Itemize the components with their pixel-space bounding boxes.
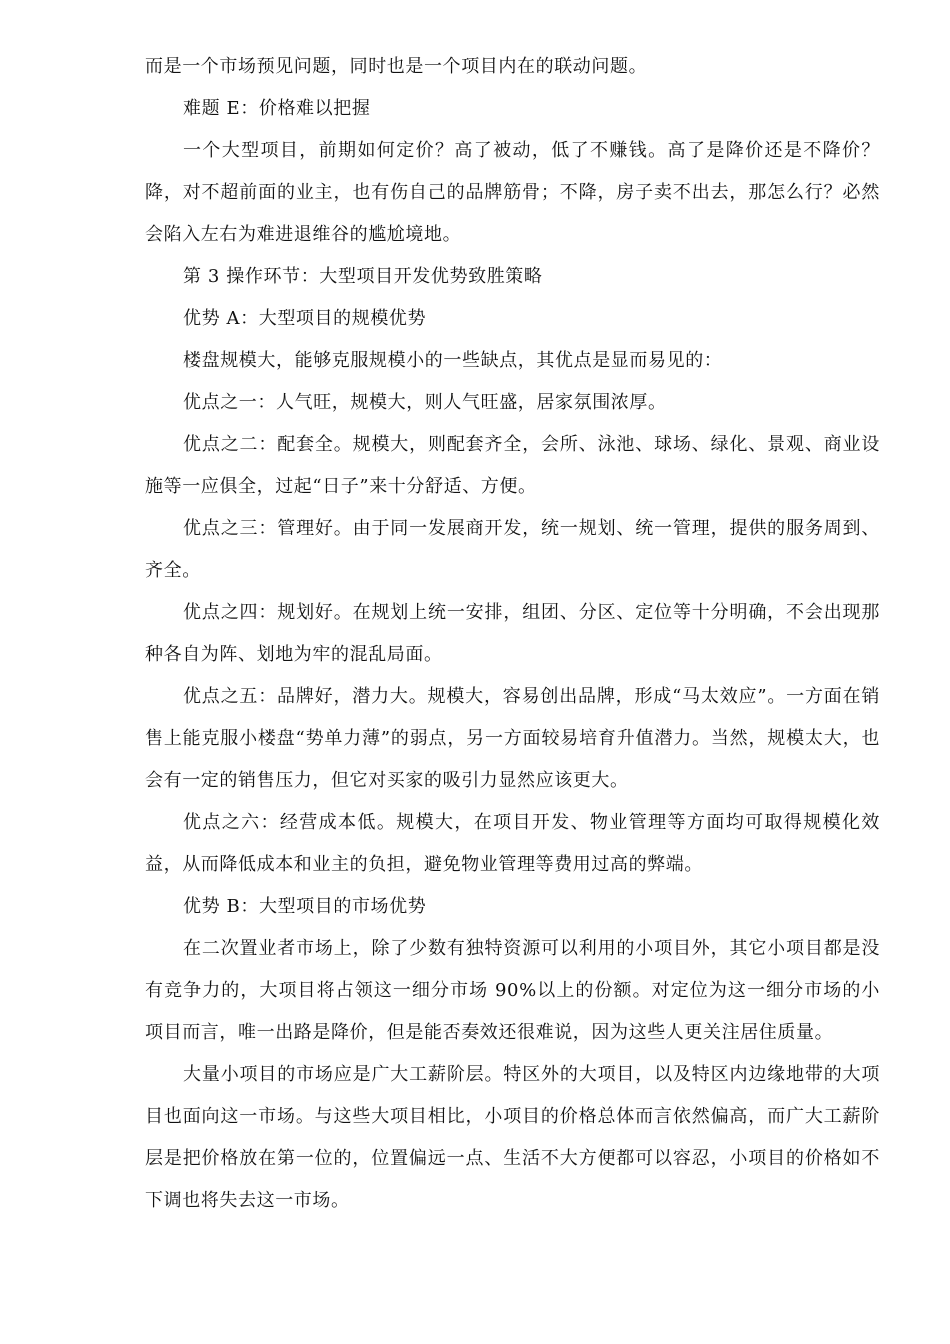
paragraph-second-home-market: 在二次置业者市场上，除了少数有独特资源可以利用的小项目外，其它小项目都是没有竞争力的，大项目将占领这一细分市场 90%以上的份额。对定位为这一细分市场的小项目而言，唯一出路是降价，但是能否奏效还很难说，因为这些人更关注居住质量。 <box>145 938 880 1043</box>
paragraph-merit-1: 优点之一：人气旺，规模大，则人气旺盛，居家氛围浓厚。 <box>183 392 667 413</box>
paragraph-merit-5: 优点之五：品牌好，潜力大。规模大，容易创出品牌，形成“马太效应”。一方面在销售上能克服小楼盘“势单力薄”的弱点，另一方面较易培育升值潜力。当然，规模太大，也会有一定的销售压力，但它对买家的吸引力显然应该更大。 <box>145 686 880 791</box>
paragraph-merit-2: 优点之二：配套全。规模大，则配套齐全，会所、泳池、球场、绿化、景观、商业设施等一应俱全，过起“日子”来十分舒适、方便。 <box>145 434 880 497</box>
paragraph-pricing: 一个大型项目，前期如何定价？高了被动，低了不赚钱。高了是降价还是不降价？降，对不超前面的业主，也有伤自己的品牌筋骨；不降，房子卖不出去，那怎么行？必然会陷入左右为难进退维谷的尴尬境地。 <box>145 140 880 245</box>
section-heading-step-3: 第 3 操作环节：大型项目开发优势致胜策略 <box>183 266 543 287</box>
paragraph-merit-3: 优点之三：管理好。由于同一发展商开发，统一规划、统一管理，提供的服务周到、齐全。 <box>145 518 880 581</box>
heading-advantage-b: 优势 B：大型项目的市场优势 <box>183 896 427 917</box>
paragraph-merit-4: 优点之四：规划好。在规划上统一安排，组团、分区、定位等十分明确，不会出现那种各自为阵、划地为牢的混乱局面。 <box>145 602 880 665</box>
paragraph-continuation: 而是一个市场预见问题，同时也是一个项目内在的联动问题。 <box>145 56 648 77</box>
paragraph-scale-intro: 楼盘规模大，能够克服规模小的一些缺点，其优点是显而易见的： <box>183 350 723 371</box>
paragraph-salaried-market: 大量小项目的市场应是广大工薪阶层。特区外的大项目，以及特区内边缘地带的大项目也面向这一市场。与这些大项目相比，小项目的价格总体而言依然偏高，而广大工薪阶层是把价格放在第一位的，位置偏远一点、生活不大方便都可以容忍，小项目的价格如不下调也将失去这一市场。 <box>145 1064 880 1211</box>
heading-problem-e: 难题 E：价格难以把握 <box>183 98 371 119</box>
paragraph-merit-6: 优点之六：经营成本低。规模大，在项目开发、物业管理等方面均可取得规模化效益，从而降低成本和业主的负担，避免物业管理等费用过高的弊端。 <box>145 812 880 875</box>
document-body <box>145 46 880 1222</box>
heading-advantage-a: 优势 A：大型项目的规模优势 <box>183 308 427 329</box>
